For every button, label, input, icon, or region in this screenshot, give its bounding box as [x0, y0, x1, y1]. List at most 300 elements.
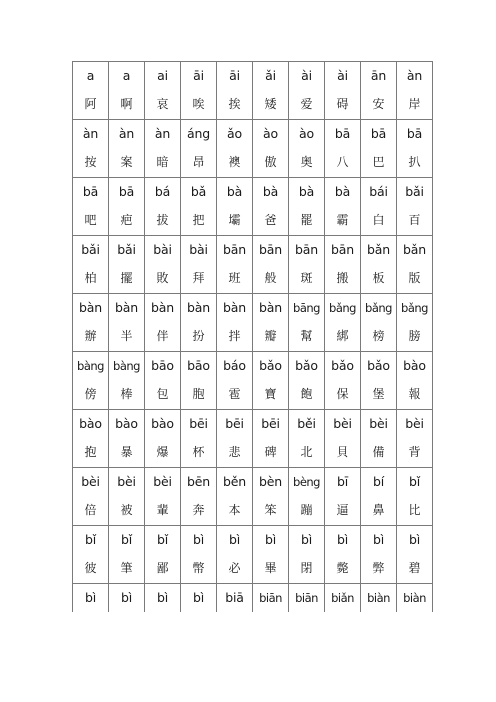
character-cell	[397, 120, 433, 178]
pinyin-label: bā	[370, 126, 387, 141]
character-cell	[397, 294, 433, 352]
pinyin-label: bèi	[117, 474, 136, 489]
pinyin-label: bì	[408, 532, 420, 547]
character-cell	[145, 62, 181, 120]
character-cell	[397, 352, 433, 410]
table-row	[73, 526, 433, 584]
pinyin-label: bān	[223, 242, 246, 257]
character-cell	[253, 468, 289, 526]
hanzi-character: 扒	[408, 155, 421, 169]
hanzi-character: 襖	[228, 155, 241, 169]
character-cell	[325, 62, 361, 120]
pinyin-label: bāo	[187, 358, 210, 373]
pinyin-label: a	[86, 68, 95, 83]
table-row	[73, 236, 433, 294]
character-cell	[289, 178, 325, 236]
character-cell	[253, 178, 289, 236]
pinyin-label: bì	[192, 532, 204, 547]
hanzi-character: 挨	[228, 97, 241, 111]
hanzi-character: 寶	[264, 387, 277, 401]
pinyin-label: āi	[229, 68, 240, 83]
character-cell	[145, 294, 181, 352]
hanzi-character: 棒	[120, 387, 133, 401]
hanzi-character: 報	[408, 387, 421, 401]
pinyin-label: bì	[336, 532, 348, 547]
table-row	[73, 178, 433, 236]
pinyin-label: bì	[300, 532, 312, 547]
hanzi-character: 拔	[156, 213, 169, 227]
hanzi-character: 霸	[336, 213, 349, 227]
hanzi-character: 雹	[228, 387, 241, 401]
pinyin-label: bàn	[187, 300, 210, 315]
character-cell	[361, 410, 397, 468]
hanzi-character: 抱	[84, 445, 97, 459]
pinyin-label: bān	[295, 242, 318, 257]
character-cell	[361, 120, 397, 178]
pinyin-label: běi	[297, 416, 316, 431]
character-cell	[397, 178, 433, 236]
pinyin-label: bì	[156, 590, 168, 605]
pinyin-label: bā	[82, 184, 99, 199]
character-cell	[181, 584, 217, 613]
pinyin-label: bào	[79, 416, 102, 431]
hanzi-character: 鼻	[372, 503, 385, 517]
hanzi-character: 畢	[264, 561, 277, 575]
hanzi-character: 拜	[192, 271, 205, 285]
hanzi-character: 哀	[156, 97, 169, 111]
hanzi-character: 碍	[336, 97, 349, 111]
character-cell	[181, 410, 217, 468]
hanzi-character: 爸	[264, 213, 277, 227]
pinyin-label: biàn	[367, 591, 390, 605]
pinyin-label: bàn	[79, 300, 102, 315]
hanzi-character: 彼	[84, 561, 97, 575]
hanzi-character: 啊	[120, 97, 133, 111]
pinyin-label: bèi	[369, 416, 388, 431]
character-cell	[73, 410, 109, 468]
character-cell	[73, 62, 109, 120]
character-cell	[181, 236, 217, 294]
character-cell	[253, 526, 289, 584]
pinyin-label: bàn	[151, 300, 174, 315]
character-cell	[145, 236, 181, 294]
pinyin-label: bài	[153, 242, 172, 257]
pinyin-label: bǐ	[120, 532, 132, 547]
character-cell	[73, 294, 109, 352]
character-cell	[325, 410, 361, 468]
character-cell	[325, 120, 361, 178]
hanzi-character: 白	[372, 213, 385, 227]
pinyin-label: bǎ	[190, 184, 207, 199]
character-cell	[325, 526, 361, 584]
hanzi-character: 安	[372, 97, 385, 111]
pinyin-label: àn	[82, 126, 99, 141]
pinyin-label: bān	[331, 242, 354, 257]
character-cell	[73, 584, 109, 613]
hanzi-character: 杯	[192, 445, 205, 459]
character-cell	[73, 178, 109, 236]
pinyin-label: báo	[223, 358, 246, 373]
pinyin-label: bī	[336, 474, 348, 489]
pinyin-label: bàn	[259, 300, 282, 315]
hanzi-character: 胞	[192, 387, 205, 401]
hanzi-character: 笨	[264, 503, 277, 517]
pinyin-label: ai	[157, 68, 168, 83]
character-cell	[217, 62, 253, 120]
hanzi-character: 保	[336, 387, 349, 401]
character-cell	[109, 526, 145, 584]
pinyin-label: áng	[187, 126, 210, 141]
pinyin-label: bèi	[153, 474, 172, 489]
pinyin-label: bèi	[81, 474, 100, 489]
character-cell	[253, 236, 289, 294]
hanzi-character: 吧	[84, 213, 97, 227]
hanzi-character: 擺	[120, 271, 133, 285]
pinyin-label: bèi	[405, 416, 424, 431]
hanzi-character: 包	[156, 387, 169, 401]
pinyin-label: bèn	[259, 474, 282, 489]
character-cell	[325, 294, 361, 352]
hanzi-character: 般	[264, 271, 277, 285]
pinyin-label: bài	[189, 242, 208, 257]
hanzi-character: 暗	[156, 155, 169, 169]
hanzi-character: 阿	[84, 97, 97, 111]
hanzi-character: 悲	[228, 445, 241, 459]
hanzi-character: 暴	[120, 445, 133, 459]
character-cell	[109, 352, 145, 410]
hanzi-character: 綁	[336, 329, 349, 343]
pinyin-label: bèi	[333, 416, 352, 431]
hanzi-character: 碑	[264, 445, 277, 459]
pinyin-character-table	[72, 61, 433, 612]
pinyin-label: bēi	[189, 416, 208, 431]
character-cell	[397, 62, 433, 120]
character-cell	[217, 584, 253, 613]
pinyin-label: bǎng	[365, 301, 392, 315]
hanzi-character: 幫	[300, 329, 313, 343]
hanzi-character: 半	[120, 329, 133, 343]
pinyin-label: àn	[118, 126, 135, 141]
pinyin-label: bǎng	[329, 301, 356, 315]
table-row	[73, 410, 433, 468]
pinyin-label: bǎn	[367, 242, 390, 257]
hanzi-character: 矮	[264, 97, 277, 111]
character-cell	[361, 62, 397, 120]
character-cell	[73, 120, 109, 178]
character-cell	[253, 62, 289, 120]
hanzi-character: 逼	[336, 503, 349, 517]
character-cell	[289, 62, 325, 120]
character-cell	[181, 352, 217, 410]
character-cell	[109, 584, 145, 613]
character-cell	[181, 62, 217, 120]
table-body	[73, 62, 433, 613]
hanzi-character: 榜	[372, 329, 385, 343]
pinyin-label: ān	[370, 68, 387, 83]
pinyin-label: bì	[228, 532, 240, 547]
character-cell	[145, 120, 181, 178]
pinyin-label: bēn	[187, 474, 210, 489]
character-cell	[109, 468, 145, 526]
pinyin-label: bā	[118, 184, 135, 199]
hanzi-character: 案	[120, 155, 133, 169]
hanzi-character: 必	[228, 561, 241, 575]
pinyin-label: bǎi	[81, 242, 100, 257]
hanzi-character: 搬	[336, 271, 349, 285]
pinyin-label: bá	[154, 184, 171, 199]
hanzi-character: 堡	[372, 387, 385, 401]
pinyin-label: bēi	[225, 416, 244, 431]
pinyin-label: bǐ	[156, 532, 168, 547]
character-cell	[397, 468, 433, 526]
character-cell	[181, 526, 217, 584]
character-cell	[325, 236, 361, 294]
character-cell	[325, 584, 361, 613]
pinyin-label: bà	[298, 184, 315, 199]
character-cell	[217, 178, 253, 236]
character-cell	[289, 410, 325, 468]
character-cell	[289, 120, 325, 178]
character-cell	[325, 352, 361, 410]
hanzi-character: 瓣	[264, 329, 277, 343]
hanzi-character: 幣	[192, 561, 205, 575]
pinyin-label: bǐ	[84, 532, 96, 547]
hanzi-character: 爱	[300, 97, 313, 111]
character-cell	[109, 120, 145, 178]
pinyin-label: biàn	[403, 591, 426, 605]
character-cell	[73, 468, 109, 526]
character-cell	[361, 352, 397, 410]
hanzi-character: 筆	[120, 561, 133, 575]
character-cell	[181, 294, 217, 352]
hanzi-character: 本	[228, 503, 241, 517]
hanzi-character: 罷	[300, 213, 313, 227]
hanzi-character: 把	[192, 213, 205, 227]
character-cell	[361, 584, 397, 613]
character-cell	[361, 236, 397, 294]
hanzi-character: 北	[300, 445, 313, 459]
pinyin-label: bǎo	[367, 358, 390, 373]
hanzi-character: 倍	[84, 503, 97, 517]
character-cell	[289, 468, 325, 526]
hanzi-character: 版	[408, 271, 421, 285]
character-cell	[145, 526, 181, 584]
character-cell	[289, 584, 325, 613]
character-cell	[217, 352, 253, 410]
character-cell	[145, 468, 181, 526]
hanzi-character: 鄙	[156, 561, 169, 575]
hanzi-character: 疤	[120, 213, 133, 227]
table-row	[73, 352, 433, 410]
pinyin-label: bì	[372, 532, 384, 547]
table-row	[73, 468, 433, 526]
character-cell	[253, 584, 289, 613]
pinyin-label: bào	[403, 358, 426, 373]
hanzi-character: 備	[372, 445, 385, 459]
pinyin-label: biān	[259, 591, 282, 605]
character-cell	[109, 178, 145, 236]
pinyin-label: bā	[406, 126, 423, 141]
pinyin-label: bǎn	[403, 242, 426, 257]
pinyin-label: ǎi	[265, 68, 276, 83]
pinyin-label: bàng	[77, 359, 104, 373]
character-cell	[361, 468, 397, 526]
pinyin-label: bì	[84, 590, 96, 605]
pinyin-label: bǎo	[331, 358, 354, 373]
character-cell	[109, 410, 145, 468]
character-cell	[73, 526, 109, 584]
pinyin-label: āi	[193, 68, 204, 83]
character-cell	[145, 584, 181, 613]
hanzi-character: 比	[408, 503, 421, 517]
pinyin-label: bàn	[223, 300, 246, 315]
hanzi-character: 被	[120, 503, 133, 517]
character-cell	[397, 236, 433, 294]
character-cell	[289, 236, 325, 294]
pinyin-label: bǎo	[295, 358, 318, 373]
pinyin-label: àn	[406, 68, 423, 83]
pinyin-label: bào	[151, 416, 174, 431]
character-cell	[253, 352, 289, 410]
pinyin-label: biā	[225, 590, 244, 605]
pinyin-label: bǎo	[259, 358, 282, 373]
hanzi-character: 柏	[84, 271, 97, 285]
pinyin-label: bāng	[293, 301, 320, 315]
hanzi-character: 岸	[408, 97, 421, 111]
pinyin-label: bēi	[261, 416, 280, 431]
hanzi-character: 弊	[372, 561, 385, 575]
hanzi-character: 閉	[300, 561, 313, 575]
hanzi-character: 敗	[156, 271, 169, 285]
pinyin-label: bà	[334, 184, 351, 199]
hanzi-character: 膀	[408, 329, 421, 343]
character-cell	[109, 294, 145, 352]
hanzi-character: 蹦	[300, 503, 313, 517]
character-cell	[217, 236, 253, 294]
pinyin-label: bì	[192, 590, 204, 605]
hanzi-character: 伴	[156, 329, 169, 343]
pinyin-label: bǎi	[405, 184, 424, 199]
pinyin-label: bǎi	[117, 242, 136, 257]
character-cell	[217, 120, 253, 178]
hanzi-character: 百	[408, 213, 421, 227]
hanzi-character: 按	[84, 155, 97, 169]
pinyin-label: àn	[154, 126, 171, 141]
hanzi-character: 八	[336, 155, 349, 169]
character-cell	[289, 352, 325, 410]
character-cell	[361, 294, 397, 352]
hanzi-character: 飽	[300, 387, 313, 401]
character-cell	[289, 294, 325, 352]
table-row	[73, 120, 433, 178]
table-row	[73, 294, 433, 352]
character-cell	[253, 120, 289, 178]
hanzi-character: 班	[228, 271, 241, 285]
pinyin-label: bí	[372, 474, 384, 489]
character-cell	[217, 410, 253, 468]
character-cell	[361, 178, 397, 236]
hanzi-character: 貝	[336, 445, 349, 459]
character-cell	[145, 178, 181, 236]
character-cell	[325, 468, 361, 526]
pinyin-label: bāo	[151, 358, 174, 373]
hanzi-character: 傍	[84, 387, 97, 401]
hanzi-character: 斑	[300, 271, 313, 285]
character-cell	[181, 120, 217, 178]
hanzi-character: 爆	[156, 445, 169, 459]
character-cell	[253, 294, 289, 352]
character-cell	[289, 526, 325, 584]
pinyin-label: bèng	[293, 475, 320, 489]
pinyin-label: bā	[334, 126, 351, 141]
pinyin-label: biān	[295, 591, 318, 605]
character-cell	[73, 236, 109, 294]
character-cell	[73, 352, 109, 410]
character-cell	[109, 236, 145, 294]
pinyin-label: ài	[337, 68, 348, 83]
character-cell	[217, 468, 253, 526]
hanzi-character: 昂	[192, 155, 205, 169]
pinyin-label: bǎng	[401, 301, 428, 315]
hanzi-character: 壩	[228, 213, 241, 227]
hanzi-character: 奔	[192, 503, 205, 517]
hanzi-character: 扮	[192, 329, 205, 343]
character-cell	[145, 352, 181, 410]
pinyin-label: ài	[301, 68, 312, 83]
character-cell	[253, 410, 289, 468]
hanzi-character: 奥	[300, 155, 313, 169]
hanzi-character: 唉	[192, 97, 205, 111]
character-cell	[181, 178, 217, 236]
character-cell	[397, 584, 433, 613]
character-cell	[217, 294, 253, 352]
character-cell	[181, 468, 217, 526]
pinyin-label: ào	[299, 126, 314, 141]
pinyin-label: bà	[226, 184, 243, 199]
pinyin-label: bà	[262, 184, 279, 199]
pinyin-label: ào	[263, 126, 278, 141]
pinyin-label: bì	[264, 532, 276, 547]
pinyin-label: biǎn	[331, 591, 354, 605]
pinyin-label: bǐ	[408, 474, 420, 489]
character-cell	[361, 526, 397, 584]
pinyin-label: bàng	[113, 359, 140, 373]
character-cell	[217, 526, 253, 584]
pinyin-label: běn	[223, 474, 246, 489]
pinyin-label: a	[122, 68, 131, 83]
pinyin-label: ǎo	[227, 126, 242, 141]
pinyin-label: bái	[369, 184, 388, 199]
pinyin-label: bàn	[115, 300, 138, 315]
character-cell	[109, 62, 145, 120]
hanzi-character: 碧	[408, 561, 421, 575]
pinyin-label: bào	[115, 416, 138, 431]
hanzi-character: 板	[372, 271, 385, 285]
table-row	[73, 62, 433, 120]
hanzi-character: 傲	[264, 155, 277, 169]
character-cell	[145, 410, 181, 468]
character-cell	[397, 410, 433, 468]
hanzi-character: 輩	[156, 503, 169, 517]
hanzi-character: 辦	[84, 329, 97, 343]
pinyin-label: bì	[120, 590, 132, 605]
hanzi-character: 背	[408, 445, 421, 459]
pinyin-label: bān	[259, 242, 282, 257]
hanzi-character: 斃	[336, 561, 349, 575]
hanzi-character: 拌	[228, 329, 241, 343]
character-cell	[397, 526, 433, 584]
hanzi-character: 巴	[372, 155, 385, 169]
